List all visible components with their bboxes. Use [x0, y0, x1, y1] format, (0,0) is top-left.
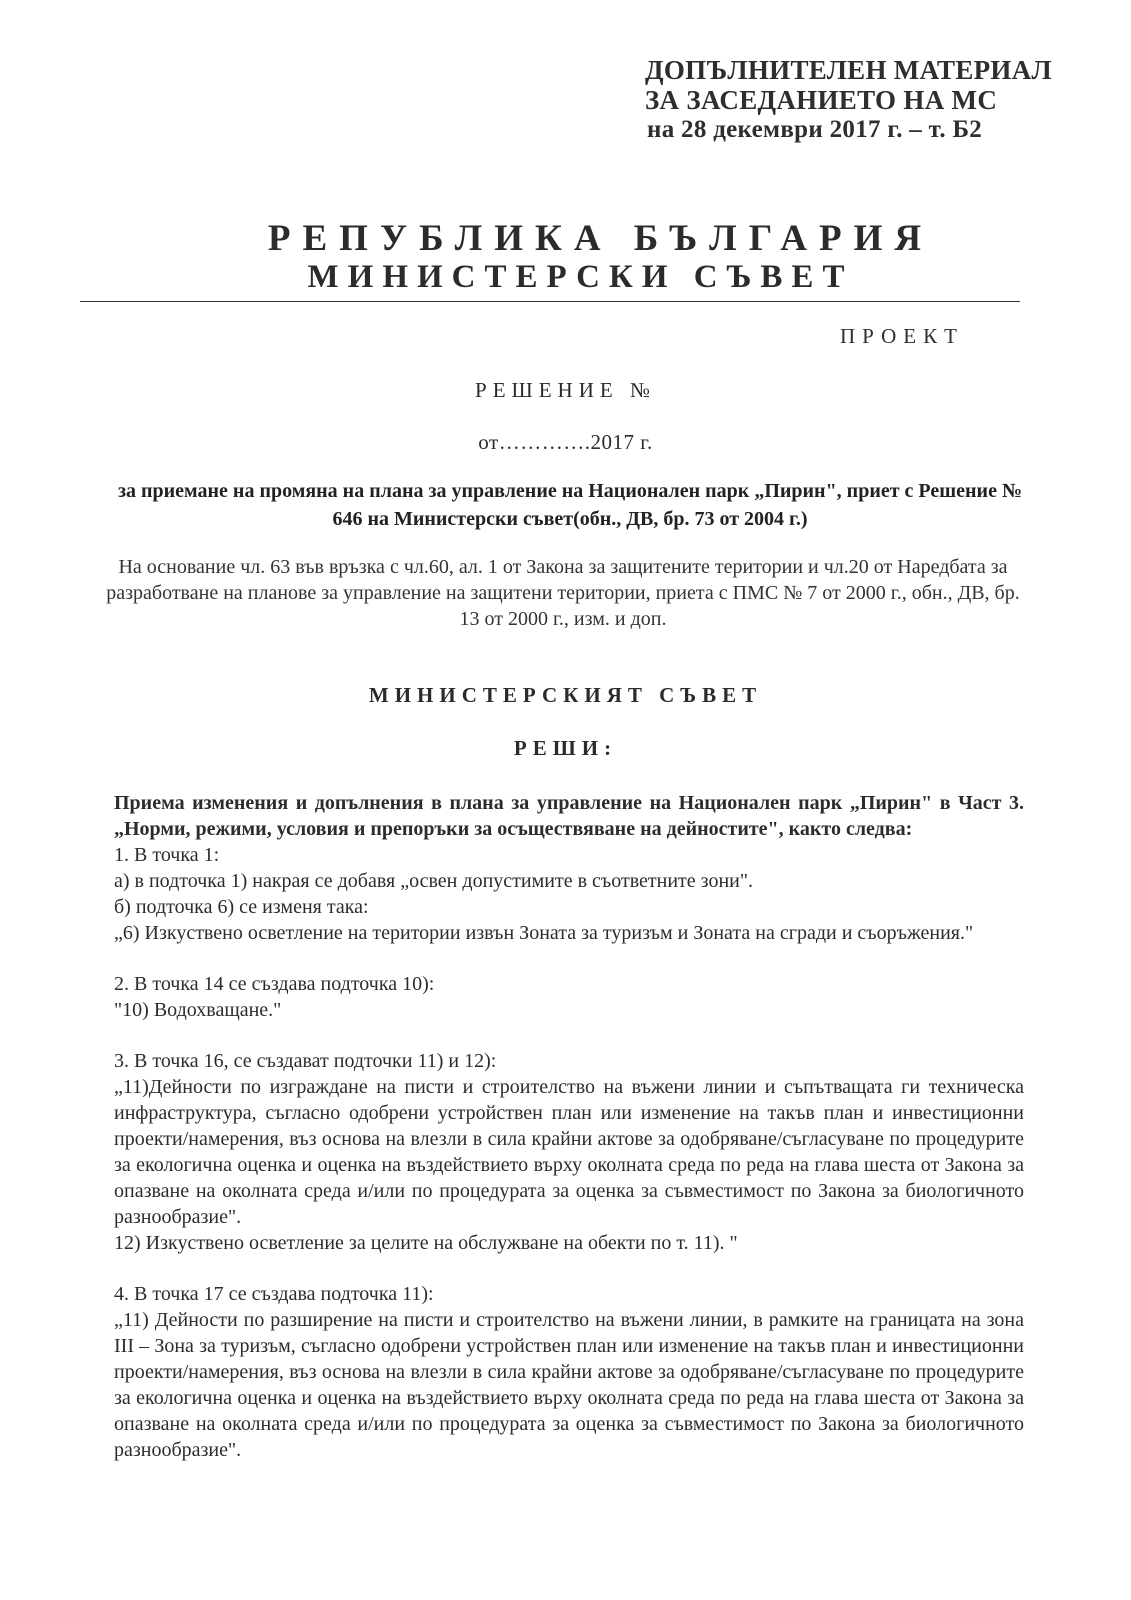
council-of-ministers-heading: МИНИСТЕРСКИЯТ СЪВЕТ [368, 683, 763, 707]
stamp-line-2: ЗА ЗАСЕДАНИЕТО НА МС [645, 85, 998, 115]
item-1-title: 1. В точка 1: [114, 844, 220, 866]
decides-heading: РЕШИ: [513, 736, 618, 760]
spacer [114, 946, 1024, 971]
draft-label: ПРОЕКТ [840, 324, 964, 348]
header-divider [80, 301, 1020, 302]
item-2-title: 2. В точка 14 се създава подточка 10): [114, 973, 435, 995]
decision-title: РЕШЕНИЕ № [475, 378, 656, 402]
item-3-subpoint-12: 12) Изкуствено осветление за целите на обслужване на обекти по т. 11). " [114, 1232, 738, 1254]
item-1-b: б) подточка 6) се изменя така: [114, 896, 369, 918]
item-4-subpoint-11: „11) Дейности по разширение на писти и строителство на въжени линии, в рамките на границата на зона III – Зона за туризъм, съгласно одобрени устройствен план или изменение на такъв план и инвестиционни проекти/намерения, въз основа на влезли в сила крайни актове за одобряване/съгласуване по процедурите за екологична оценка и оценка на въздействието върху околната среда по реда на глава шеста от Закона за опазване на околната среда и/или по процедурата за оценка за съвместимост по Закона за биологичното разнообразие". [114, 1309, 1024, 1461]
item-1-a: а) в подточка 1) накрая се добавя „освен допустимите в съответните зони". [114, 870, 754, 892]
legal-basis: На основание чл. 63 във връзка с чл.60, ал. 1 от Закона за защитените територии и чл.20 от Наредбата за разработване на планове за управление на защитени територии, приета с ПМС № 7 от 2000 г., обн., ДВ, бр. 13 от 2000 г., изм. и доп. [106, 556, 1020, 630]
item-3-title: 3. В точка 16, се създават подточки 11) и 12): [114, 1050, 497, 1072]
item-3-subpoint-11: „11)Дейности по изграждане на писти и строителство на въжени линии и съпътващата ги техническа инфраструктура, съгласно одобрени устройствен план или изменение на такъв план и инвестиционни проекти/намерения, въз основа на влезли в сила крайни актове за одобряване/съгласуване по процедурите за екологична оценка и оценка на въздействието върху околната среда по реда на глава шеста от Закона за опазване на околната среда и/или по процедурата за оценка за съвместимост по Закона за биологичното разнообразие". [114, 1076, 1024, 1228]
item-1-b-text: „6) Изкуствено осветление на територии извън Зоната за туризъм и Зоната на сгради и съоръжения." [114, 922, 974, 944]
decision-subject: за приемане на промяна на плана за управление на Национален парк „Пирин", приет с Решение № 646 на Министерски съвет(обн., ДВ, бр. 73 от 2004 г.) [117, 480, 1023, 530]
item-2-text: "10) Водохващане." [114, 999, 282, 1021]
body-intro: Приема изменения и допълнения в плана за управление на Национален парк „Пирин" в Част 3. „Норми, режими, условия и препоръки за осъществяване на дейностите", както следва: [114, 792, 1024, 840]
stamp-line-3: на 28 декември 2017 г. – т. Б2 [647, 116, 983, 143]
spacer [114, 1256, 1024, 1281]
item-4-title: 4. В точка 17 се създава подточка 11): [114, 1283, 434, 1305]
supplementary-material-stamp [645, 55, 1085, 145]
decision-date: от………….2017 г. [478, 430, 653, 454]
spacer [114, 1023, 1024, 1048]
council-heading: МИНИСТЕРСКИ СЪВЕТ [307, 259, 854, 295]
decision-body [114, 790, 1024, 1463]
stamp-line-1: ДОПЪЛНИТЕЛЕН МАТЕРИАЛ [645, 55, 1052, 85]
republic-heading: РЕПУБЛИКА БЪЛГАРИЯ [267, 218, 934, 259]
